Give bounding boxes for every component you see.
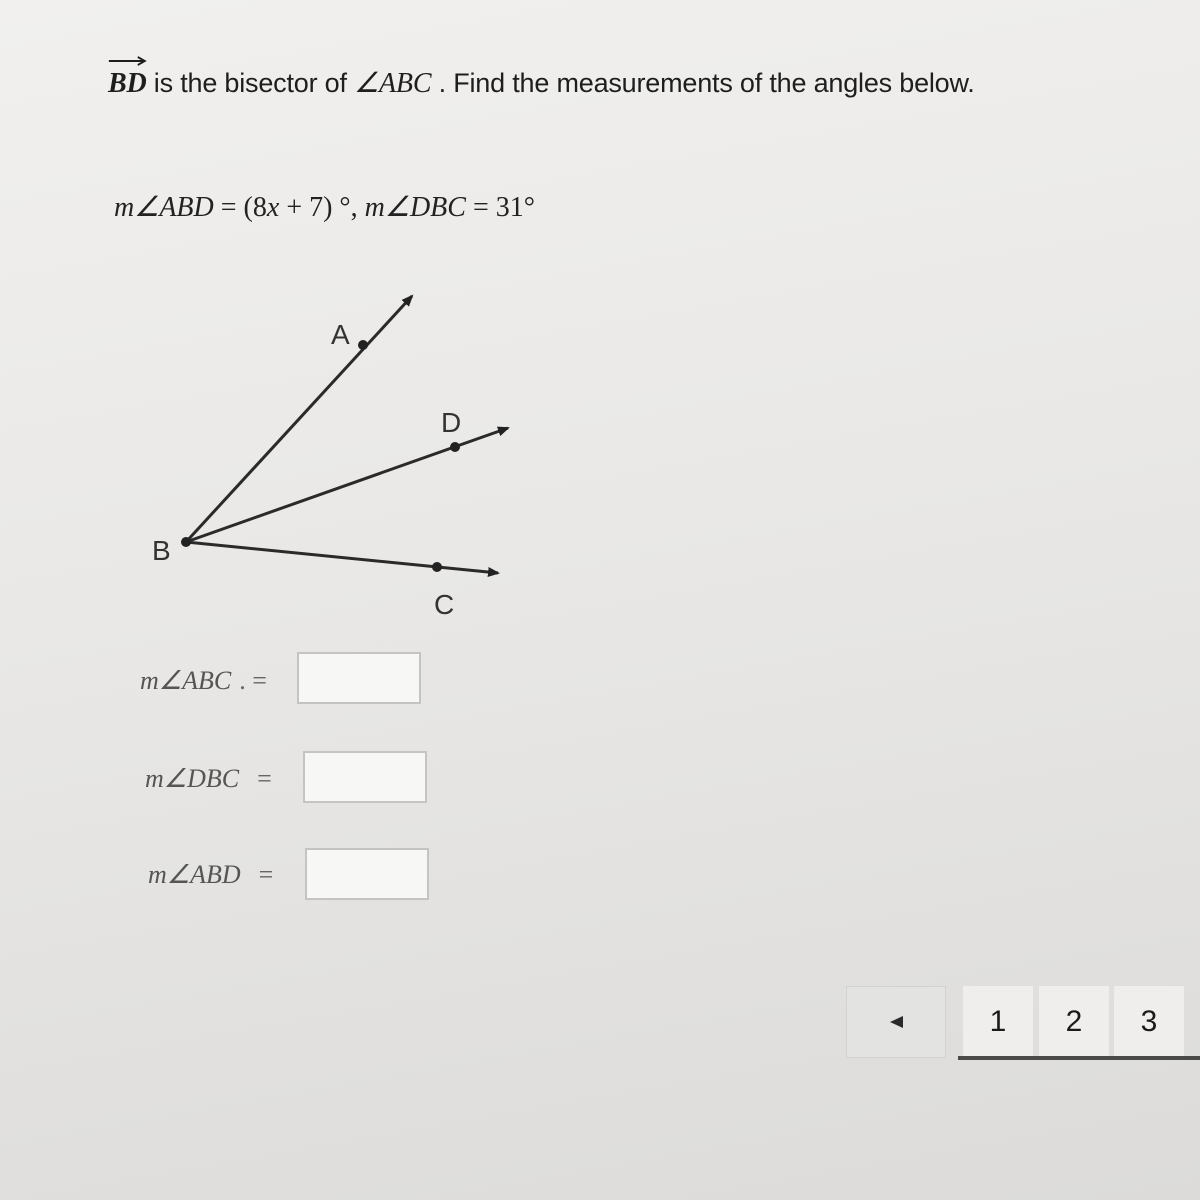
point-a-dot (358, 340, 368, 350)
pager-page-2[interactable]: 2 (1039, 986, 1109, 1058)
ray-bd-line (186, 428, 508, 542)
answer-eq-abd: = (258, 860, 274, 889)
pager-prev-button[interactable] (846, 986, 946, 1058)
pager-page-3[interactable]: 3 (1114, 986, 1184, 1058)
answer-row-abc (140, 666, 267, 696)
answer-label-abd: m∠ABD (148, 860, 241, 889)
point-label-d: D (441, 407, 462, 438)
ray-bd-text: BD (108, 68, 147, 99)
answer-label-dbc: m∠DBC (145, 764, 240, 793)
point-label-c: C (434, 589, 455, 620)
ray-ba (186, 296, 412, 542)
prompt-angle: ∠ABC (354, 68, 432, 99)
answer-input-abc[interactable] (297, 652, 421, 704)
given-abd-rest: + 7) °, (279, 192, 365, 223)
ray-bc (186, 542, 498, 573)
triangle-left-icon (888, 1015, 904, 1029)
given-dbc-rest: = 31° (465, 192, 535, 223)
given-dbc-label: m∠DBC (364, 192, 466, 223)
pagination (846, 986, 1200, 1060)
answer-row-dbc (145, 764, 272, 794)
point-d-dot (450, 442, 460, 452)
answer-row-abd (148, 860, 273, 890)
point-label-a: A (331, 319, 350, 350)
given-abd-var: x (266, 192, 280, 223)
answer-eq-abc: . = (239, 666, 267, 695)
answer-eq-dbc: = (257, 764, 272, 793)
pager-underline (958, 1056, 1200, 1060)
answer-input-dbc[interactable] (303, 751, 427, 803)
point-label-b: B (152, 535, 171, 566)
answer-label-abc: m∠ABC (140, 666, 232, 695)
point-b-dot (181, 537, 191, 547)
answer-input-abd[interactable] (305, 848, 429, 900)
given-abd-eq: = (8 (213, 192, 267, 223)
point-c-dot (432, 562, 442, 572)
prompt-text-end: . Find the measurements of the angles below. (431, 68, 975, 98)
prompt-text-mid: is the bisector of (146, 68, 355, 98)
given-abd-label: m∠ABD (114, 192, 214, 223)
pager-page-1[interactable]: 1 (963, 986, 1033, 1058)
